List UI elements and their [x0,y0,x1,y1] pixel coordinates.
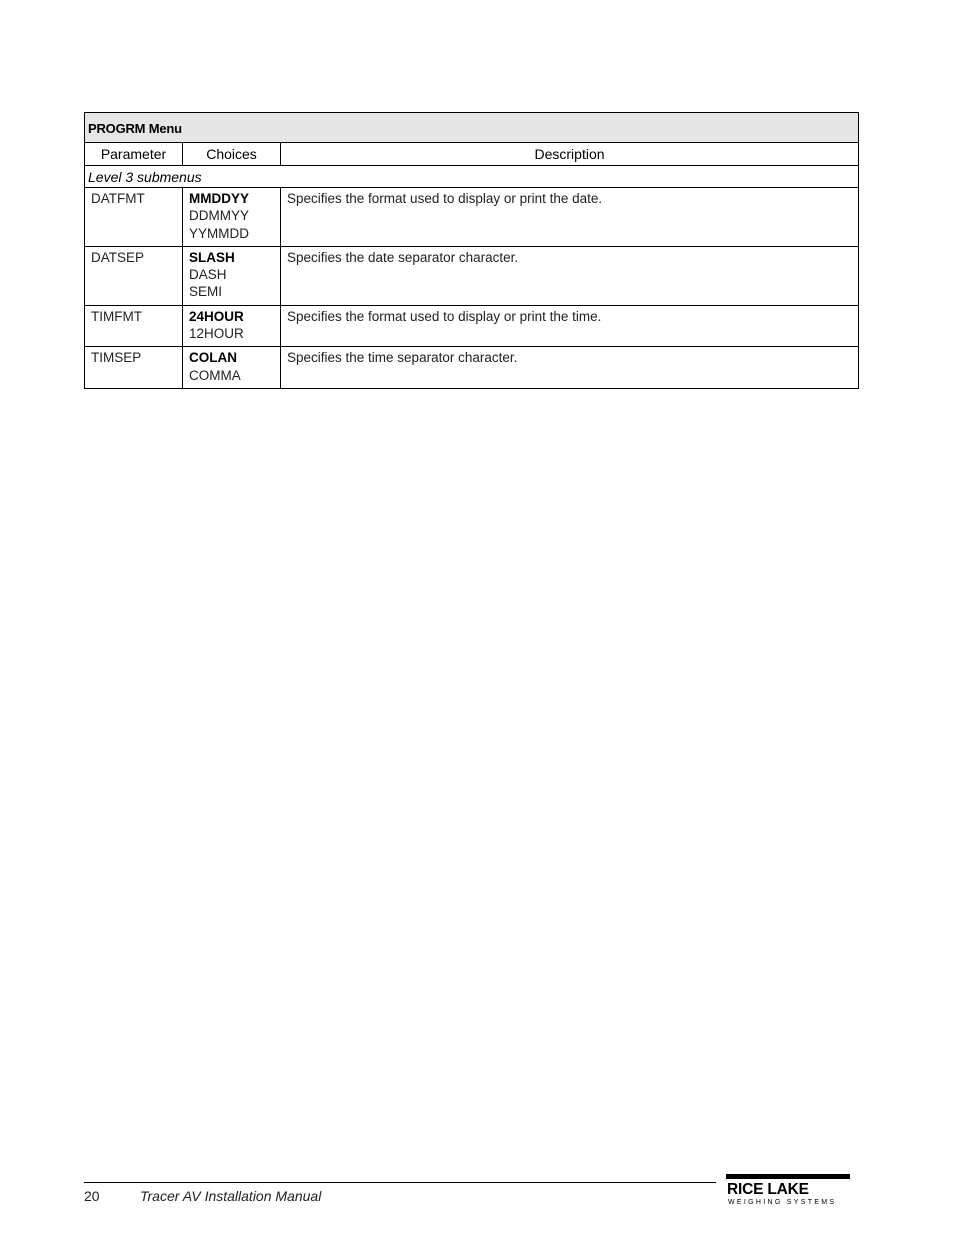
default-choice: SLASH [189,249,235,265]
column-header-choices: Choices [183,143,281,166]
description-cell: Specifies the time separator character. [281,347,859,389]
description-cell: Specifies the date separator character. [281,246,859,305]
choices-cell [183,246,281,305]
parameter-cell: DATFMT [85,188,183,247]
choice: DDMMYY [189,208,249,224]
table-row [85,188,859,247]
table-title: PROGRM Menu [85,113,859,143]
progrm-menu-table [84,112,859,389]
parameter-cell: DATSEP [85,246,183,305]
choice: COMMA [189,367,241,383]
footer-divider [84,1182,716,1183]
choices-cell [183,305,281,347]
choice: SEMI [189,284,223,300]
table-row [85,305,859,347]
section-label: Level 3 submenus [85,166,859,188]
description-cell: Specifies the format used to display or print the time. [281,305,859,347]
choice: YYMMDD [189,225,249,241]
default-choice: 24HOUR [189,308,244,324]
manual-title: Tracer AV Installation Manual [140,1188,322,1204]
parameter-cell: TIMSEP [85,347,183,389]
rice-lake-logo [725,1174,851,1208]
table-row [85,347,859,389]
default-choice: MMDDYY [189,191,249,206]
default-choice: COLAN [189,350,237,366]
parameter-cell: TIMFMT [85,305,183,347]
description-cell: Specifies the format used to display or print the date. [281,188,859,247]
choice: DASH [189,267,227,283]
logo-text: RICE LAKE [727,1181,809,1198]
choices-cell [183,188,281,247]
choices-cell [183,347,281,389]
table-row [85,246,859,305]
column-header-parameter: Parameter [85,143,183,166]
column-header-description: Description [281,143,859,166]
page-number: 20 [84,1188,100,1204]
logo-subtext: WEIGHING SYSTEMS [728,1199,837,1206]
choice: 12HOUR [189,326,244,342]
